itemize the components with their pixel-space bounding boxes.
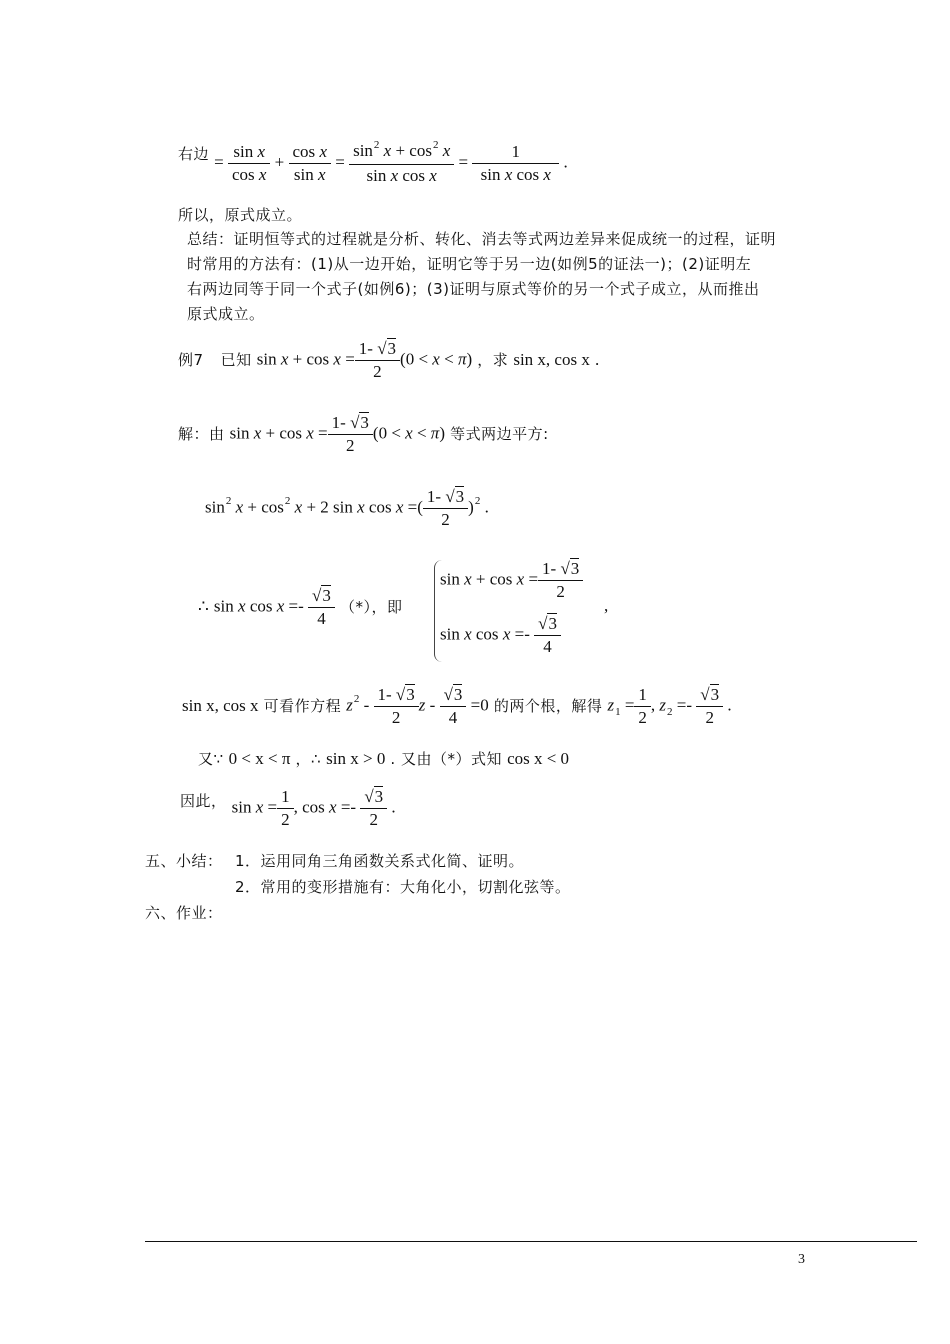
therefore-line bbox=[198, 585, 402, 630]
roots-text: 可看作方程 bbox=[263, 697, 342, 715]
roots-after: 的两个根，解得 bbox=[493, 697, 603, 715]
again-mid: ，∴ bbox=[295, 750, 322, 768]
system-comma: , bbox=[604, 596, 609, 615]
example7-ask-expr: sin x, cos x bbox=[513, 350, 590, 369]
section5-item-2: 2．常用的变形措施有：大角化小，切割化弦等。 bbox=[235, 878, 571, 896]
solution-label: 解：由 bbox=[178, 425, 225, 443]
quadratic-equation: $z^2$ - $\frac{1- √3}{2}$ z - $\frac{√3}{4}$ =0 bbox=[346, 685, 489, 727]
example7-ask: ，求 bbox=[477, 351, 509, 369]
example7-given: 已知 bbox=[220, 351, 252, 369]
again-condition: 0 < x < π bbox=[228, 749, 291, 768]
roots-lead: sin x, cos x bbox=[182, 696, 259, 715]
again-lead: 又∵ bbox=[198, 750, 224, 768]
hence-label: 因此， bbox=[180, 792, 227, 810]
example7-line bbox=[178, 338, 599, 383]
summary-line-3: 右两边同等于同一个式子(如例6)；(3)证明与原式等价的另一个式子成立，从而推出 bbox=[187, 280, 760, 298]
product-equation: sin x cos x =- $\frac{√3}{4}$ bbox=[214, 585, 335, 630]
again-negative: cos x < 0 bbox=[507, 749, 570, 768]
section6-heading: 六、作业： bbox=[145, 904, 223, 922]
therefore-symbol: ∴ bbox=[198, 597, 209, 616]
solution-given-equation: sin x + cos x = $\frac{1- √3}{2}$ (0 < x < π) bbox=[229, 413, 445, 455]
final-answer: sin x = $\frac{1}{2}$ , cos x =- $\frac{√3}{2}$ . bbox=[231, 787, 396, 829]
right-side-label: 右边 bbox=[178, 145, 210, 163]
solution-square-text: 等式两边平方: bbox=[450, 425, 549, 443]
again-line bbox=[198, 748, 569, 769]
roots-solution: $z_1$ = $\frac{1}{2}$ , $z_2$ =- $\frac{√3}{2}$ . bbox=[607, 685, 732, 727]
system-equation-1: sin x + cos x = $\frac{1- √3}{2}$ bbox=[440, 558, 583, 603]
footer-rule bbox=[145, 1241, 917, 1242]
summary-line-1: 总结：证明恒等式的过程就是分析、转化、消去等式两边差异来促成统一的过程，证明 bbox=[187, 230, 777, 248]
system-equation-2: sin x cos x =- $\frac{√3}{4}$ bbox=[440, 613, 561, 658]
example7-period: . bbox=[594, 350, 600, 369]
proof-conclusion: 所以，原式成立。 bbox=[178, 206, 303, 224]
squared-equation: $\sin^2 x + \cos^2 x + 2$ sin x cos x =( $\frac{1- √3}{2}$ )$^2$ . bbox=[205, 487, 489, 529]
again-tail: . 又由（*）式知 bbox=[390, 750, 502, 768]
equation-right-side: = $\frac{\text{sin x}}{\text{cos x}}$ + $\frac{\text{cos x}}{\text{sin x}}$ = $\frac{\sin^2 x + \cos^2 x}{\text{sin x cos x}}$ = $\frac{1}{\text{sin x cos x}}$ . bbox=[214, 139, 568, 185]
example7-label: 例7 bbox=[178, 351, 204, 369]
section5-item-1: 1．运用同角三角函数关系式化简、证明。 bbox=[235, 852, 525, 870]
solution-line-1 bbox=[178, 412, 549, 457]
hence-line bbox=[180, 786, 396, 831]
section5-heading: 五、小结： bbox=[145, 852, 223, 870]
summary-line-4: 原式成立。 bbox=[187, 305, 265, 323]
star-mark: （*），即 bbox=[339, 598, 403, 616]
again-positive: sin x > 0 bbox=[326, 749, 386, 768]
roots-line bbox=[182, 684, 732, 729]
page-number: 3 bbox=[798, 1252, 805, 1267]
example7-equation: sin x + cos x = $\frac{1- √3}{2}$ (0 < x < π) bbox=[256, 339, 473, 381]
summary-line-2: 时常用的方法有：(1)从一边开始，证明它等于另一边(如例5的证法一)；(2)证明左 bbox=[187, 255, 752, 273]
proof-right-side-line bbox=[178, 140, 568, 190]
